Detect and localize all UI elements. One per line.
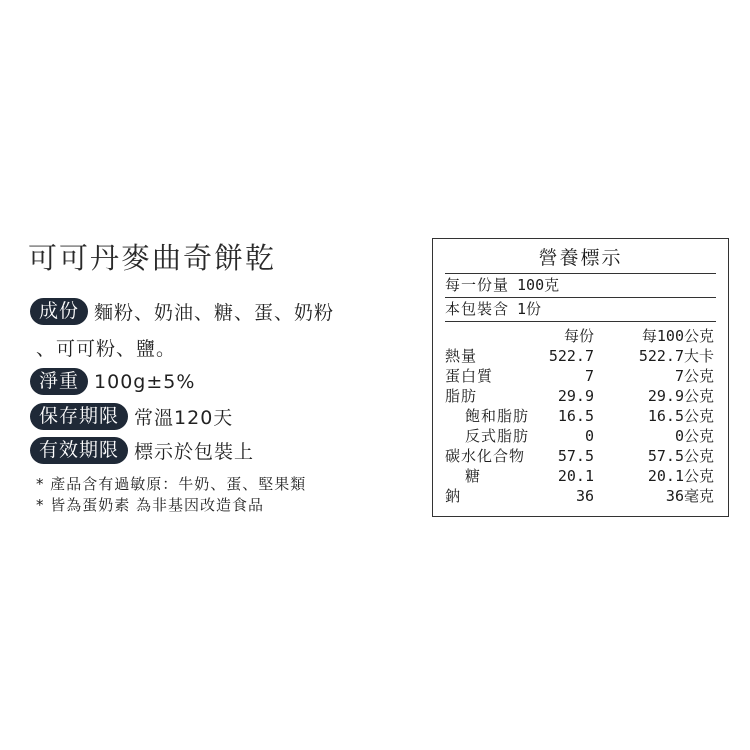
nutrient-per-100g <box>594 366 714 386</box>
nutrient-name: 飽和脂肪 <box>465 407 530 425</box>
nutrient-unit: 公克 <box>683 387 714 405</box>
nutrition-facts-panel <box>432 238 729 517</box>
nutrient-unit: 毫克 <box>683 487 714 505</box>
nutrient-name: 脂肪 <box>445 387 478 405</box>
nutrient-per-serving: 20.1 <box>557 467 594 485</box>
servings-per-package-value: 1份 <box>517 300 542 318</box>
nutrient-per-100g <box>594 486 714 506</box>
nutrient-header-blank <box>445 326 537 346</box>
serving-size-value: 100克 <box>517 276 560 294</box>
nutrient-per-100g <box>594 426 714 446</box>
nutrient-per-100g <box>594 406 714 426</box>
storage-value: 常溫120天 <box>134 407 234 429</box>
storage-label-badge: 保存期限 <box>30 403 128 430</box>
nutrient-per-100g-value: 0 <box>674 427 684 445</box>
ingredients-value: 麵粉、奶油、糖、蛋、奶粉 <box>94 302 335 324</box>
nutrient-per-serving: 7 <box>584 367 594 385</box>
nutrition-row <box>445 426 716 446</box>
servings-per-package-row <box>445 298 716 322</box>
nutrient-unit: 公克 <box>683 407 714 425</box>
nutrient-per-100g <box>594 346 714 366</box>
nutrient-per-serving: 57.5 <box>557 447 594 465</box>
nutrient-per-serving: 29.9 <box>557 387 594 405</box>
ingredients-label-badge: 成份 <box>30 298 88 325</box>
expiry-row <box>30 437 254 464</box>
net-weight-row <box>30 368 195 395</box>
nutrient-per-100g <box>594 466 714 486</box>
net-weight-value: 100g±5% <box>94 370 196 393</box>
nutrient-per-100g-value: 36 <box>665 487 684 505</box>
nutrient-name: 反式脂肪 <box>465 427 530 445</box>
nutrition-row <box>445 486 716 506</box>
nutrient-per-100g-value: 7 <box>674 367 684 385</box>
nutrient-per-serving: 522.7 <box>548 347 594 365</box>
storage-row <box>30 403 233 430</box>
nutrient-name: 碳水化合物 <box>445 447 526 465</box>
serving-size-label: 每一份量 <box>445 276 510 294</box>
nutrient-name: 糖 <box>465 467 482 485</box>
per-100g-header: 每100公克 <box>641 327 714 345</box>
nutrient-per-100g-value: 20.1 <box>647 467 684 485</box>
nutrition-title: 營養標示 <box>445 239 716 274</box>
nutrient-name: 鈉 <box>445 487 462 505</box>
per-serving-header: 每份 <box>563 327 594 345</box>
nutrition-row <box>445 406 716 426</box>
nutrient-per-100g-value: 16.5 <box>647 407 684 425</box>
nutrition-header-row <box>445 326 716 346</box>
nutrient-unit: 公克 <box>683 467 714 485</box>
nutrition-row <box>445 346 716 366</box>
ingredients-row <box>30 298 334 325</box>
ingredients-value-continued: 、可可粉、鹽。 <box>36 338 177 360</box>
nutrient-per-100g <box>594 446 714 466</box>
nutrient-per-serving: 36 <box>575 487 594 505</box>
expiry-label-badge: 有效期限 <box>30 437 128 464</box>
vegetarian-note: * 皆為蛋奶素 為非基因改造食品 <box>36 496 265 514</box>
nutrient-name: 蛋白質 <box>445 367 494 385</box>
serving-size-row <box>445 274 716 298</box>
expiry-value: 標示於包裝上 <box>134 441 255 463</box>
servings-per-package-label: 本包裝含 <box>445 300 510 318</box>
nutrient-unit: 公克 <box>683 367 714 385</box>
net-weight-label-badge: 淨重 <box>30 368 88 395</box>
nutrition-row <box>445 466 716 486</box>
nutrient-unit: 大卡 <box>683 347 714 365</box>
nutrient-per-100g-value: 29.9 <box>647 387 684 405</box>
nutrient-name: 熱量 <box>445 347 478 365</box>
nutrient-per-serving: 0 <box>584 427 594 445</box>
nutrient-per-100g-value: 522.7 <box>638 347 684 365</box>
nutrition-table <box>445 326 716 506</box>
nutrient-per-serving: 16.5 <box>557 407 594 425</box>
nutrient-unit: 公克 <box>683 427 714 445</box>
nutrient-per-100g-value: 57.5 <box>647 447 684 465</box>
nutrition-row <box>445 366 716 386</box>
nutrition-row <box>445 446 716 466</box>
nutrient-unit: 公克 <box>683 447 714 465</box>
nutrition-row <box>445 386 716 406</box>
nutrient-per-100g <box>594 386 714 406</box>
product-title: 可可丹麥曲奇餅乾 <box>28 241 277 275</box>
allergen-note: * 產品含有過敏原：牛奶、蛋、堅果類 <box>36 475 307 493</box>
